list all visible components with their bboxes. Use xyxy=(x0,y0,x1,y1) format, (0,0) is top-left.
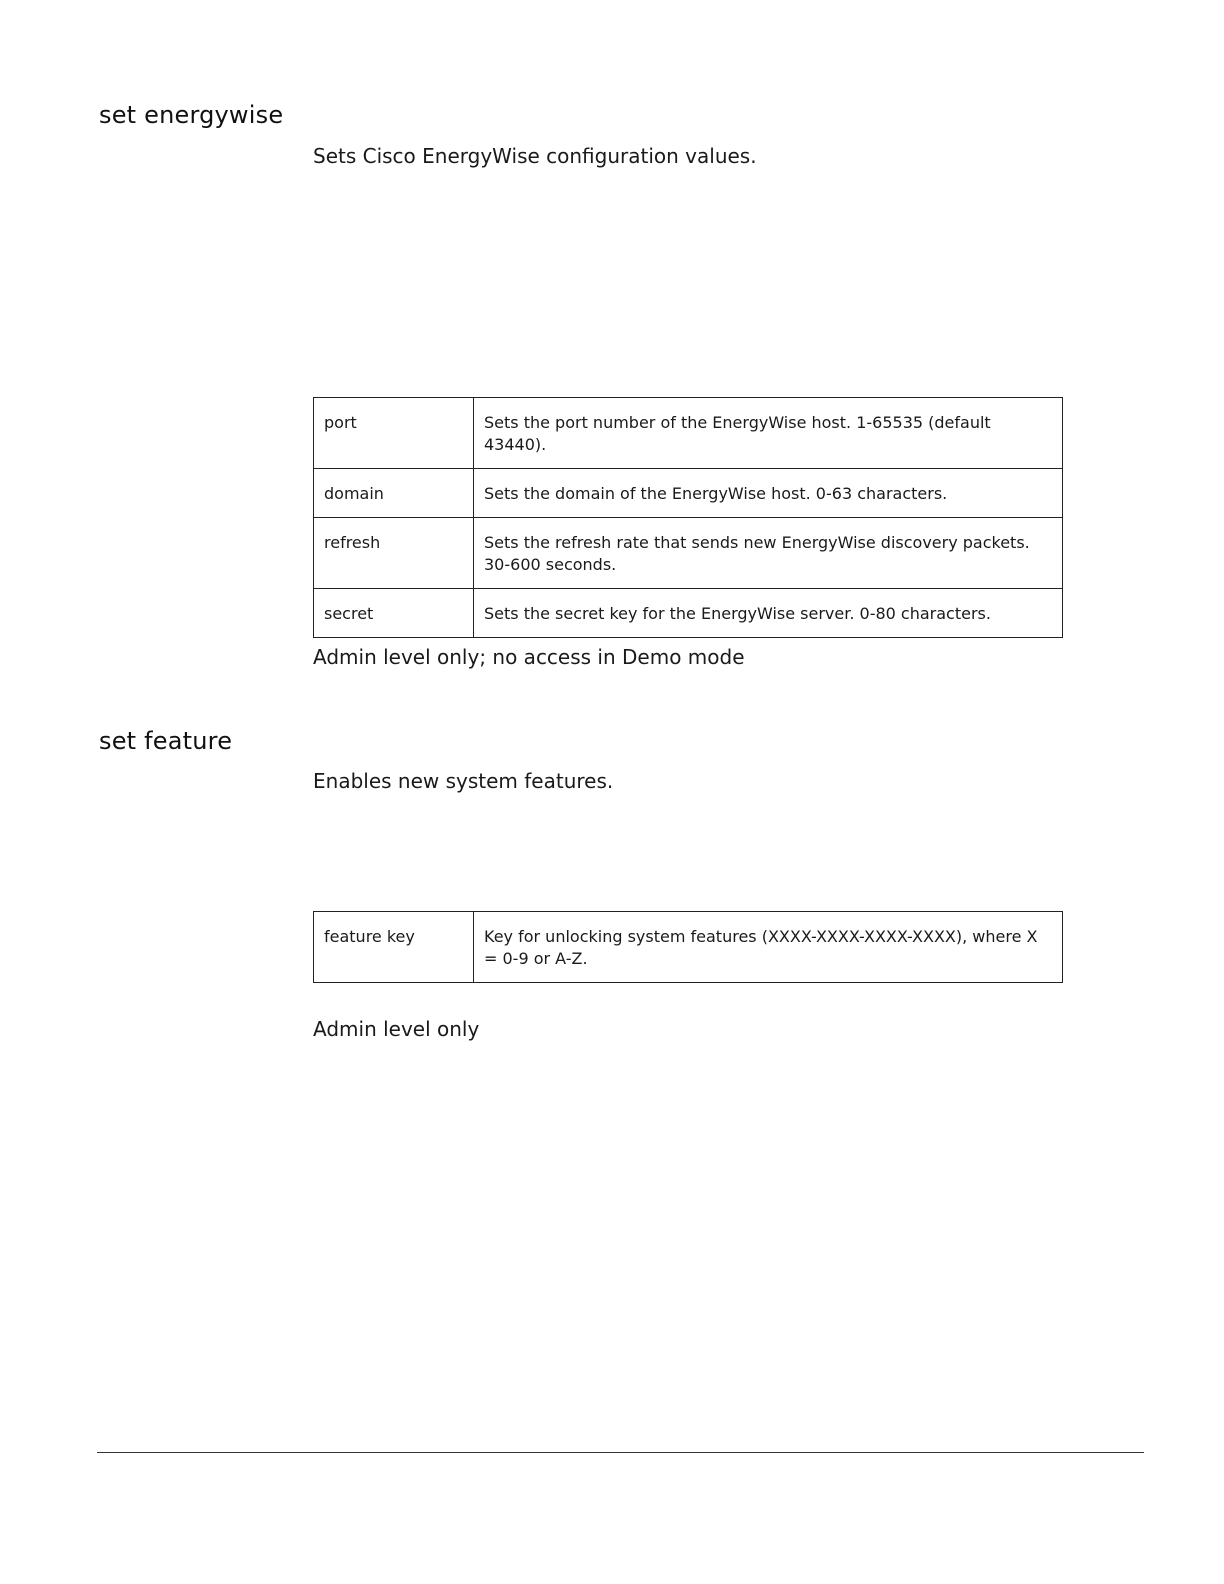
parameter-name: refresh xyxy=(314,518,474,589)
parameter-name: feature key xyxy=(314,912,474,983)
table-row xyxy=(314,518,1063,589)
section-description-set-feature: Enables new system features. xyxy=(313,769,614,793)
parameter-table-set-energywise xyxy=(313,397,1063,638)
parameter-description: Sets the port number of the EnergyWise host. 1-65535 (default 43440). xyxy=(474,398,1063,469)
table-row xyxy=(314,398,1063,469)
section-title-set-energywise: set energywise xyxy=(99,101,284,129)
parameter-name: domain xyxy=(314,469,474,518)
table-row xyxy=(314,912,1063,983)
section-description-set-energywise: Sets Cisco EnergyWise configuration values. xyxy=(313,144,757,168)
table-row xyxy=(314,469,1063,518)
footer-divider xyxy=(97,1452,1144,1453)
parameter-description: Sets the secret key for the EnergyWise server. 0-80 characters. xyxy=(474,589,1063,638)
parameter-name: secret xyxy=(314,589,474,638)
parameter-table-set-feature xyxy=(313,911,1063,983)
parameter-description: Sets the refresh rate that sends new EnergyWise discovery packets. 30-600 seconds. xyxy=(474,518,1063,589)
parameter-description: Sets the domain of the EnergyWise host. 0-63 characters. xyxy=(474,469,1063,518)
parameter-description: Key for unlocking system features (XXXX-XXXX-XXXX-XXXX), where X = 0-9 or A-Z. xyxy=(474,912,1063,983)
access-note-set-feature: Admin level only xyxy=(313,1017,480,1041)
section-title-set-feature: set feature xyxy=(99,727,233,755)
access-note-set-energywise: Admin level only; no access in Demo mode xyxy=(313,645,745,669)
table-row xyxy=(314,589,1063,638)
parameter-name: port xyxy=(314,398,474,469)
